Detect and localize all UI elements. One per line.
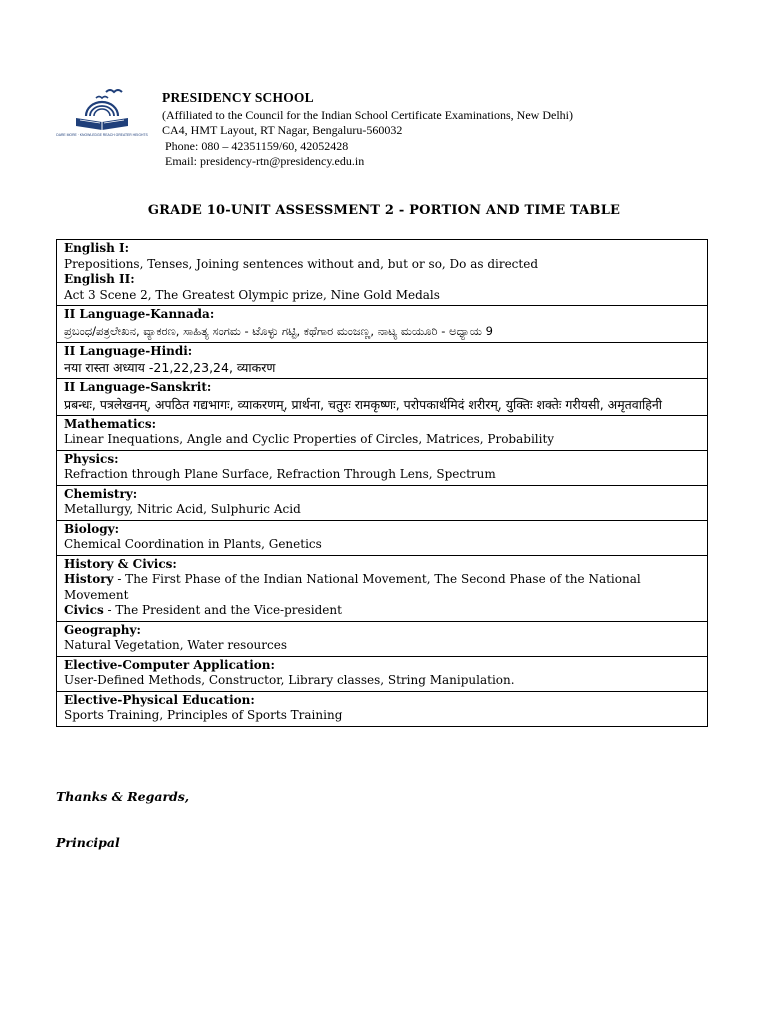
- subject-portion: प्रबन्धः, पत्रलेखनम्, अपठित गद्यभागः, व्याकरणम्, प्रार्थना, चतुरः रामकृष्णः, परोपकार्थमिदं शरीरम्, युक्तिः शक्तेः गरीयसी, अमृतवाहिनी: [64, 396, 663, 412]
- table-row: [57, 379, 708, 416]
- subject-portion: ಪ್ರಬಂಧ/ಪತ್ರಲೇಖನ, ವ್ಯಾಕರಣ, ಸಾಹಿತ್ಯ ಸಂಗಮ - ಟೊಳ್ಳು ಗಟ್ಟಿ, ಕಥೆಗಾರ ಮಂಜಣ್ಣ, ನಾಟ್ಯ ಮಯೂರಿ - ಅಧ್ಯಾಯ 9: [64, 323, 493, 338]
- subject-portion: Sports Training, Principles of Sports Training: [64, 708, 343, 722]
- school-affiliation: (Affiliated to the Council for the Indian School Certificate Examinations, New Delhi): [162, 107, 573, 122]
- school-logo: [56, 86, 148, 142]
- history-portion: - The First Phase of the Indian National Movement, The Second Phase of the National Movement: [64, 572, 641, 602]
- school-email: Email: presidency-rtn@presidency.edu.in: [162, 154, 365, 168]
- subject-heading: Geography:: [64, 622, 141, 637]
- subject-heading: Chemistry:: [64, 486, 138, 501]
- subject-heading: Physics:: [64, 451, 119, 466]
- page-title: GRADE 10-UNIT ASSESSMENT 2 - PORTION AND TIME TABLE: [147, 203, 621, 218]
- subject-portion: Natural Vegetation, Water resources: [64, 638, 288, 652]
- subject-heading: Elective-Computer Application:: [64, 657, 275, 672]
- civics-portion: - The President and the Vice-president: [103, 603, 342, 617]
- subject-portion: [64, 572, 701, 603]
- table-row: [57, 520, 708, 555]
- civics-label: Civics: [64, 603, 104, 617]
- subject-portion: नया रास्ता अध्याय -21,22,23,24, व्याकरण: [64, 360, 276, 375]
- school-name: PRESIDENCY SCHOOL: [162, 90, 314, 105]
- subject-portion: User-Defined Methods, Constructor, Library classes, String Manipulation.: [64, 673, 515, 687]
- subject-heading: English I:: [64, 241, 130, 255]
- school-phone: Phone: 080 – 42351159/60, 42052428: [162, 138, 349, 153]
- subject-portion: Metallurgy, Nitric Acid, Sulphuric Acid: [64, 502, 301, 516]
- school-address: CA4, HMT Layout, RT Nagar, Bengaluru-560032: [162, 123, 403, 137]
- table-row: [57, 306, 708, 343]
- table-row: [57, 240, 708, 306]
- subject-portion: Prepositions, Tenses, Joining sentences without and, but or so, Do as directed: [64, 256, 539, 271]
- subject-heading: Biology:: [64, 521, 120, 536]
- table-row: [57, 415, 708, 450]
- closing-regards: Thanks & Regards,: [56, 789, 190, 804]
- subject-heading: II Language-Hindi:: [64, 343, 193, 358]
- subject-portion: Act 3 Scene 2, The Greatest Olympic prize, Nine Gold Medals: [64, 287, 440, 302]
- table-row: [57, 342, 708, 379]
- table-row: [57, 450, 708, 485]
- history-label: History: [64, 572, 114, 586]
- subject-heading: Mathematics:: [64, 416, 157, 431]
- table-row: [57, 621, 708, 656]
- subject-heading: Elective-Physical Education:: [64, 692, 255, 707]
- subject-heading: English II:: [64, 272, 135, 286]
- logo-text: DARE MORE · KNOWLEDGE REACH GREATER HEIGHTS: [56, 133, 148, 137]
- subject-heading: II Language-Kannada:: [64, 307, 215, 321]
- table-row: [57, 656, 708, 691]
- subject-portion: Refraction through Plane Surface, Refraction Through Lens, Spectrum: [64, 467, 496, 481]
- subject-portion: [64, 603, 701, 619]
- subject-heading: History & Civics:: [64, 556, 177, 571]
- table-row: [57, 555, 708, 621]
- subject-portion: Linear Inequations, Angle and Cyclic Properties of Circles, Matrices, Probability: [64, 432, 555, 446]
- subject-portion: Chemical Coordination in Plants, Genetics: [64, 537, 322, 551]
- subject-heading: II Language-Sanskrit:: [64, 380, 212, 394]
- school-header: [162, 90, 573, 170]
- table-row: [57, 485, 708, 520]
- portion-table: [56, 239, 708, 727]
- table-row: [57, 691, 708, 726]
- signature-title: Principal: [56, 835, 120, 850]
